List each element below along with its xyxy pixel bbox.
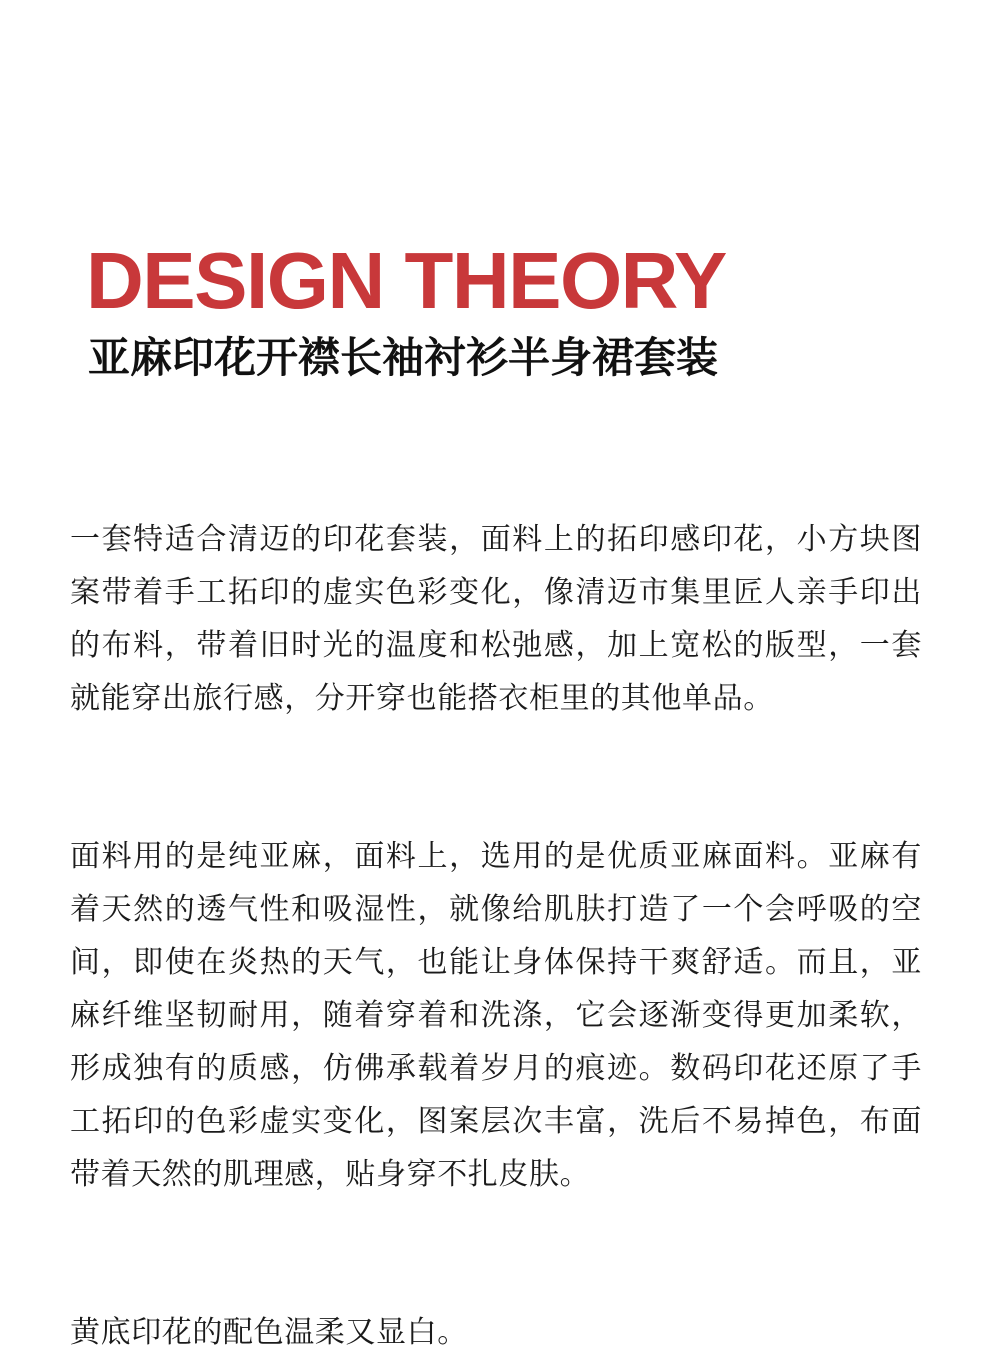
english-heading: DESIGN THEORY (86, 236, 726, 325)
paragraph-intro: 一套特适合清迈的印花套装，面料上的拓印感印花，小方块图案带着手工拓印的虚实色彩变化，像清迈市集里匠人亲手印出的布料，带着旧时光的温度和松弛感，加上宽松的版型，一套就能穿出旅行感，分开穿也能搭衣柜里的其他单品。 (70, 522, 922, 716)
paragraph-color: 黄底印花的配色温柔又显白。 (70, 1315, 468, 1350)
chinese-heading: 亚麻印花开襟长袖衬衫半身裙套装 (88, 333, 719, 382)
paragraph-fabric: 面料用的是纯亚麻，面料上，选用的是优质亚麻面料。亚麻有着天然的透气性和吸湿性，就像给肌肤打造了一个会呼吸的空间，即使在炎热的天气，也能让身体保持干爽舒适。而且，亚麻纤维坚韧耐用，随着穿着和洗涤，它会逐渐变得更加柔软，形成独有的质感，仿佛承载着岁月的痕迹。数码印花还原了手工拓印的色彩虚实变化，图案层次丰富，洗后不易掉色，布面带着天然的肌理感，贴身穿不扎皮肤。 (70, 839, 922, 1192)
